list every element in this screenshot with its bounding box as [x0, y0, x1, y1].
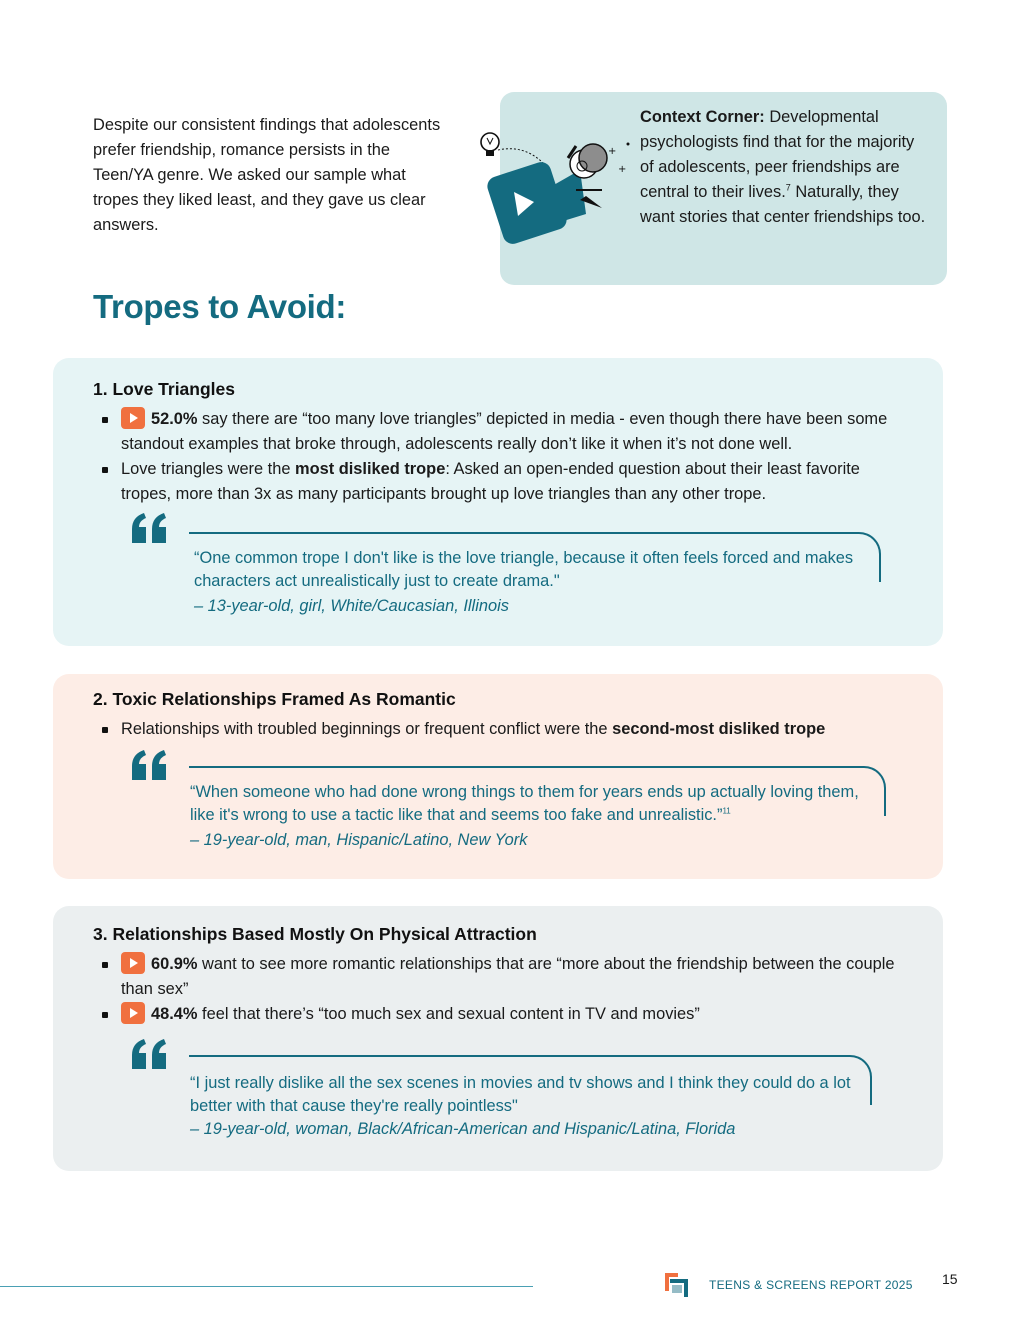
camera-body — [485, 160, 586, 247]
bullet-emphasis: second-most disliked trope — [612, 720, 826, 738]
context-text-b: Naturally, they want stories that center friendships too. — [640, 183, 926, 226]
quote-attribution: – 19-year-old, man, Hispanic/Latino, New York — [190, 831, 528, 849]
footnote-ref: 11 — [722, 806, 731, 816]
context-corner-text — [640, 105, 930, 230]
video-camera-illustration — [476, 130, 636, 250]
quotation-mark-icon — [130, 511, 170, 545]
intro-paragraph: Despite our consistent findings that adolescents prefer friendship, romance persists in the Teen/YA genre. We asked our sample what tropes they liked least, and they gave us clear answers. — [93, 116, 441, 234]
bullet-text: feel that there’s “too much sex and sexual content in TV and movies” — [197, 1005, 700, 1023]
quote-text: “I just really dislike all the sex scenes in movies and tv shows and I think they could do a lot better with that cause they're really pointless" — [190, 1074, 851, 1115]
bullet-text: want to see more romantic relationships that are “more about the friendship between the couple than sex” — [121, 955, 895, 998]
bullet-text: Relationships with troubled beginnings or frequent conflict were the — [121, 720, 613, 738]
bullet-text: say there are “too many love triangles” depicted in media - even though there have been some standout examples that broke through, adolescents really don’t like it when it’s not done well. — [121, 410, 888, 453]
section-heading: Tropes to Avoid: — [93, 288, 347, 325]
footnote-ref: 7 — [785, 182, 791, 193]
context-corner-label: Context Corner: — [640, 108, 765, 126]
quote-body: “When someone who had done wrong things to them for years ends up actually loving them, like it's wrong to use a tactic like that and seems too fake and unrealistic.” — [190, 783, 859, 824]
play-icon — [121, 1002, 145, 1024]
play-icon — [121, 952, 145, 974]
trope-card-toxic-relationships — [53, 674, 943, 879]
bullet-item — [121, 1002, 901, 1027]
svg-text:+: + — [618, 164, 627, 175]
quotation-mark-icon — [130, 1037, 170, 1071]
footer-rule — [0, 1286, 533, 1287]
quote-attribution: – 13-year-old, girl, White/Caucasian, Illinois — [194, 597, 509, 615]
footer-report-title: TEENS & SCREENS REPORT 2025 — [709, 1278, 913, 1292]
trope-card-physical-attraction — [53, 906, 943, 1171]
stat-value: 48.4% — [151, 1005, 198, 1023]
trope-card-love-triangles — [53, 358, 943, 646]
trope-title: 2. Toxic Relationships Framed As Romantic — [93, 689, 456, 709]
play-icon — [121, 407, 145, 429]
bullet-text: : Asked an open-ended question about their least favorite tropes, more than 3x as many participants brought up love triangles than any other trope. — [121, 460, 860, 503]
stat-value: 60.9% — [151, 955, 198, 973]
trope-title: 3. Relationships Based Mostly On Physical Attraction — [93, 924, 537, 944]
bullet-item — [121, 952, 901, 1002]
bullet-text: Love triangles were the — [121, 460, 296, 478]
report-logo-icon — [664, 1271, 690, 1297]
stat-value: 52.0% — [151, 410, 198, 428]
lightbulb-icon — [481, 133, 499, 156]
bullet-item — [121, 407, 901, 457]
context-corner-box — [500, 92, 947, 285]
quote-text: “One common trope I don't like is the love triangle, because it often feels forced and makes characters act unrealistically just to create drama." — [194, 549, 854, 590]
bullet-item — [121, 717, 901, 742]
context-text-a: Developmental psychologists find that for the majority of adolescents, peer friendships are central to their lives. — [640, 108, 915, 201]
quote-text — [190, 781, 870, 827]
bullet-item — [121, 457, 901, 507]
trope-title: 1. Love Triangles — [93, 379, 235, 399]
quotation-mark-icon — [130, 748, 170, 782]
svg-text:+: + — [608, 146, 617, 157]
bullet-emphasis: most disliked trope — [295, 460, 446, 478]
page-number: 15 — [942, 1271, 958, 1287]
quote-attribution: – 19-year-old, woman, Black/African-American and Hispanic/Latina, Florida — [190, 1120, 736, 1138]
